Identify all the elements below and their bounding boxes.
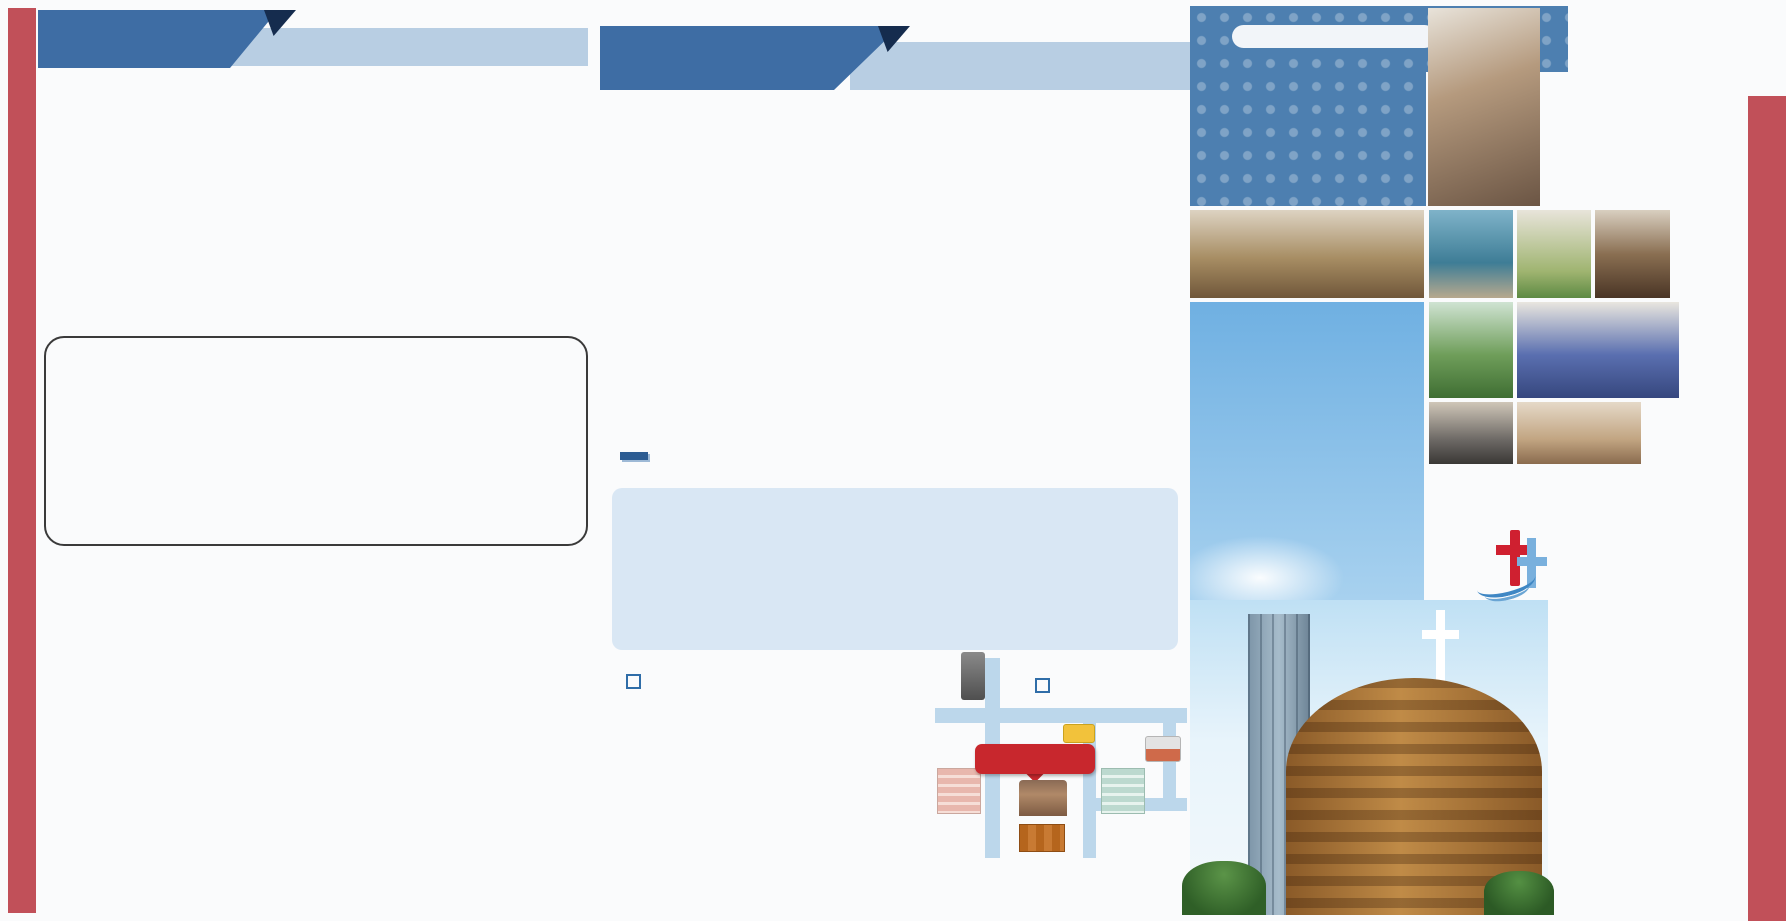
school-building-icon: [1019, 824, 1065, 852]
church-map-bubble: [975, 744, 1095, 774]
directions-map: [935, 652, 1187, 864]
photo-youth-group: [1517, 302, 1679, 398]
photo-orchestra: [1595, 210, 1670, 298]
photo-children-stage: [1517, 402, 1641, 464]
photo-outdoor-group: [1429, 302, 1513, 398]
missions-lists: [46, 338, 586, 368]
gas-station-icon: [1145, 736, 1181, 762]
church-news-banner: [600, 26, 1232, 90]
red-frame-right: [1748, 96, 1786, 921]
tree-icon: [1484, 871, 1554, 915]
square-bullet-icon: [1035, 678, 1050, 693]
missions-box: [44, 336, 588, 546]
logo-cross-icon: [1496, 545, 1530, 555]
welcome-label: [620, 452, 648, 460]
news-section: [640, 244, 1216, 254]
station-building-icon: [961, 652, 985, 700]
tree-icon: [1182, 861, 1266, 915]
photo-event-banner: [1517, 210, 1591, 298]
photo-greeting: [1428, 8, 1540, 206]
building-cross-icon: [1422, 630, 1459, 639]
photo-choir: [1429, 402, 1513, 464]
issue-date-badge: [1232, 25, 1436, 48]
apartment-7-icon: [937, 768, 981, 814]
photo-congregation: [1190, 210, 1424, 298]
photo-retreat-group: [1429, 210, 1513, 298]
offerings-section: [40, 550, 588, 558]
logo-cross-icon: [1517, 557, 1547, 566]
square-bullet-icon: [626, 674, 641, 689]
red-frame-left: [8, 8, 36, 913]
apartment-9-icon: [1101, 768, 1145, 814]
church-logo: [1470, 526, 1766, 606]
last-week-banner: [38, 10, 588, 68]
building-cross-icon: [1436, 610, 1445, 688]
church-building-icon: [1019, 780, 1067, 816]
emart-icon: [1063, 724, 1095, 743]
welcome-box: [612, 488, 1178, 650]
meetings-title: [626, 674, 648, 689]
map-road: [935, 708, 1187, 723]
prayer-section: [640, 92, 1206, 103]
map-title: [1035, 678, 1057, 693]
photo-church-building: [1190, 600, 1548, 915]
banner-light-band: [850, 42, 1232, 90]
